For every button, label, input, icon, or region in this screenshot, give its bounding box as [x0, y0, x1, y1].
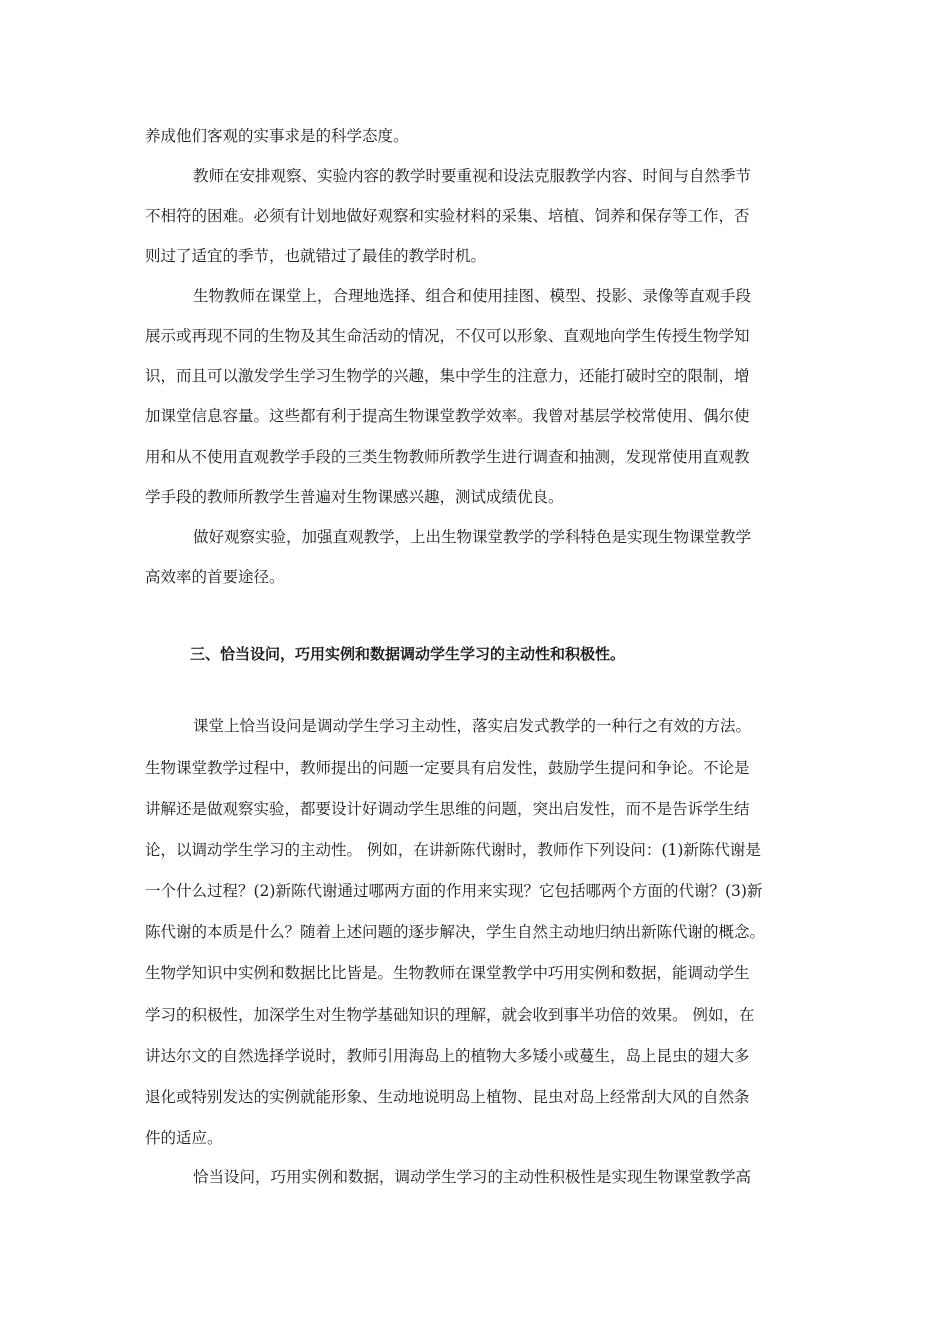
text-line: 讲达尔文的自然选择学说时，教师引用海岛上的植物大多矮小或蔓生，岛上昆虫的翅大多	[145, 1047, 750, 1065]
text-line: 生物学知识中实例和数据比比皆是。生物教师在课堂教学中巧用实例和数据，能调动学生	[145, 964, 750, 982]
text-line: 论，以调动学生学习的主动性。 例如，在讲新陈代谢时，教师作下列设问：(1)新陈代谢是	[145, 841, 761, 859]
text-line: 展示或再现不同的生物及其生命活动的情况，不仅可以形象、直观地向学生传授生物学知	[145, 327, 750, 345]
text-line: 件的适应。	[145, 1129, 223, 1147]
text-line: 讲解还是做观察实验，都要设计好调动学生思维的问题，突出启发性，而不是告诉学生结	[145, 800, 750, 818]
text-line: 学手段的教师所教学生普遍对生物课感兴趣，测试成绩优良。	[145, 488, 564, 506]
text-line: 识，而且可以激发学生学习生物学的兴趣，集中学生的注意力，还能打破时空的限制，增	[145, 367, 750, 385]
text-line: 恰当设问，巧用实例和数据，调动学生学习的主动性积极性是实现生物课堂教学高	[193, 1168, 752, 1186]
text-line: 退化或特别发达的实例就能形象、生动地说明岛上植物、昆虫对岛上经常刮大风的自然条	[145, 1088, 750, 1106]
text-line: 学习的积极性，加深学生对生物学基础知识的理解，就会收到事半功倍的效果。 例如，在	[145, 1006, 755, 1024]
text-line: 养成他们客观的实事求是的科学态度。	[145, 127, 409, 145]
text-line: 生物课堂教学过程中，教师提出的问题一定要具有启发性，鼓励学生提问和争论。不论是	[145, 759, 750, 777]
text-line: 加课堂信息容量。这些都有利于提高生物课堂教学效率。我曾对基层学校常使用、偶尔使	[145, 407, 750, 425]
text-line: 用和从不使用直观教学手段的三类生物教师所教学生进行调查和抽测，发现常使用直观教	[145, 448, 750, 466]
text-line: 课堂上恰当设问是调动学生学习主动性，落实启发式教学的一种行之有效的方法。	[193, 717, 752, 735]
text-line: 做好观察实验，加强直观教学，上出生物课堂教学的学科特色是实现生物课堂教学	[193, 528, 752, 546]
text-line: 教师在安排观察、实验内容的教学时要重视和设法克服教学内容、时间与自然季节	[193, 167, 752, 185]
section-heading: 三、恰当设问，巧用实例和数据调动学生学习的主动性和积极性。	[190, 645, 626, 663]
text-line: 则过了适宜的季节，也就错过了最佳的教学时机。	[145, 247, 487, 265]
text-line: 一个什么过程？(2)新陈代谢通过哪两方面的作用来实现？它包括哪两个方面的代谢？(3)新	[145, 882, 763, 900]
text-line: 生物教师在课堂上，合理地选择、组合和使用挂图、模型、投影、录像等直观手段	[193, 287, 752, 305]
text-line: 不相符的困难。必须有计划地做好观察和实验材料的采集、培植、饲养和保存等工作，否	[145, 207, 750, 225]
text-line: 陈代谢的本质是什么？随着上述问题的逐步解决，学生自然主动地归纳出新陈代谢的概念。	[145, 923, 766, 941]
text-line: 高效率的首要途径。	[145, 568, 285, 586]
